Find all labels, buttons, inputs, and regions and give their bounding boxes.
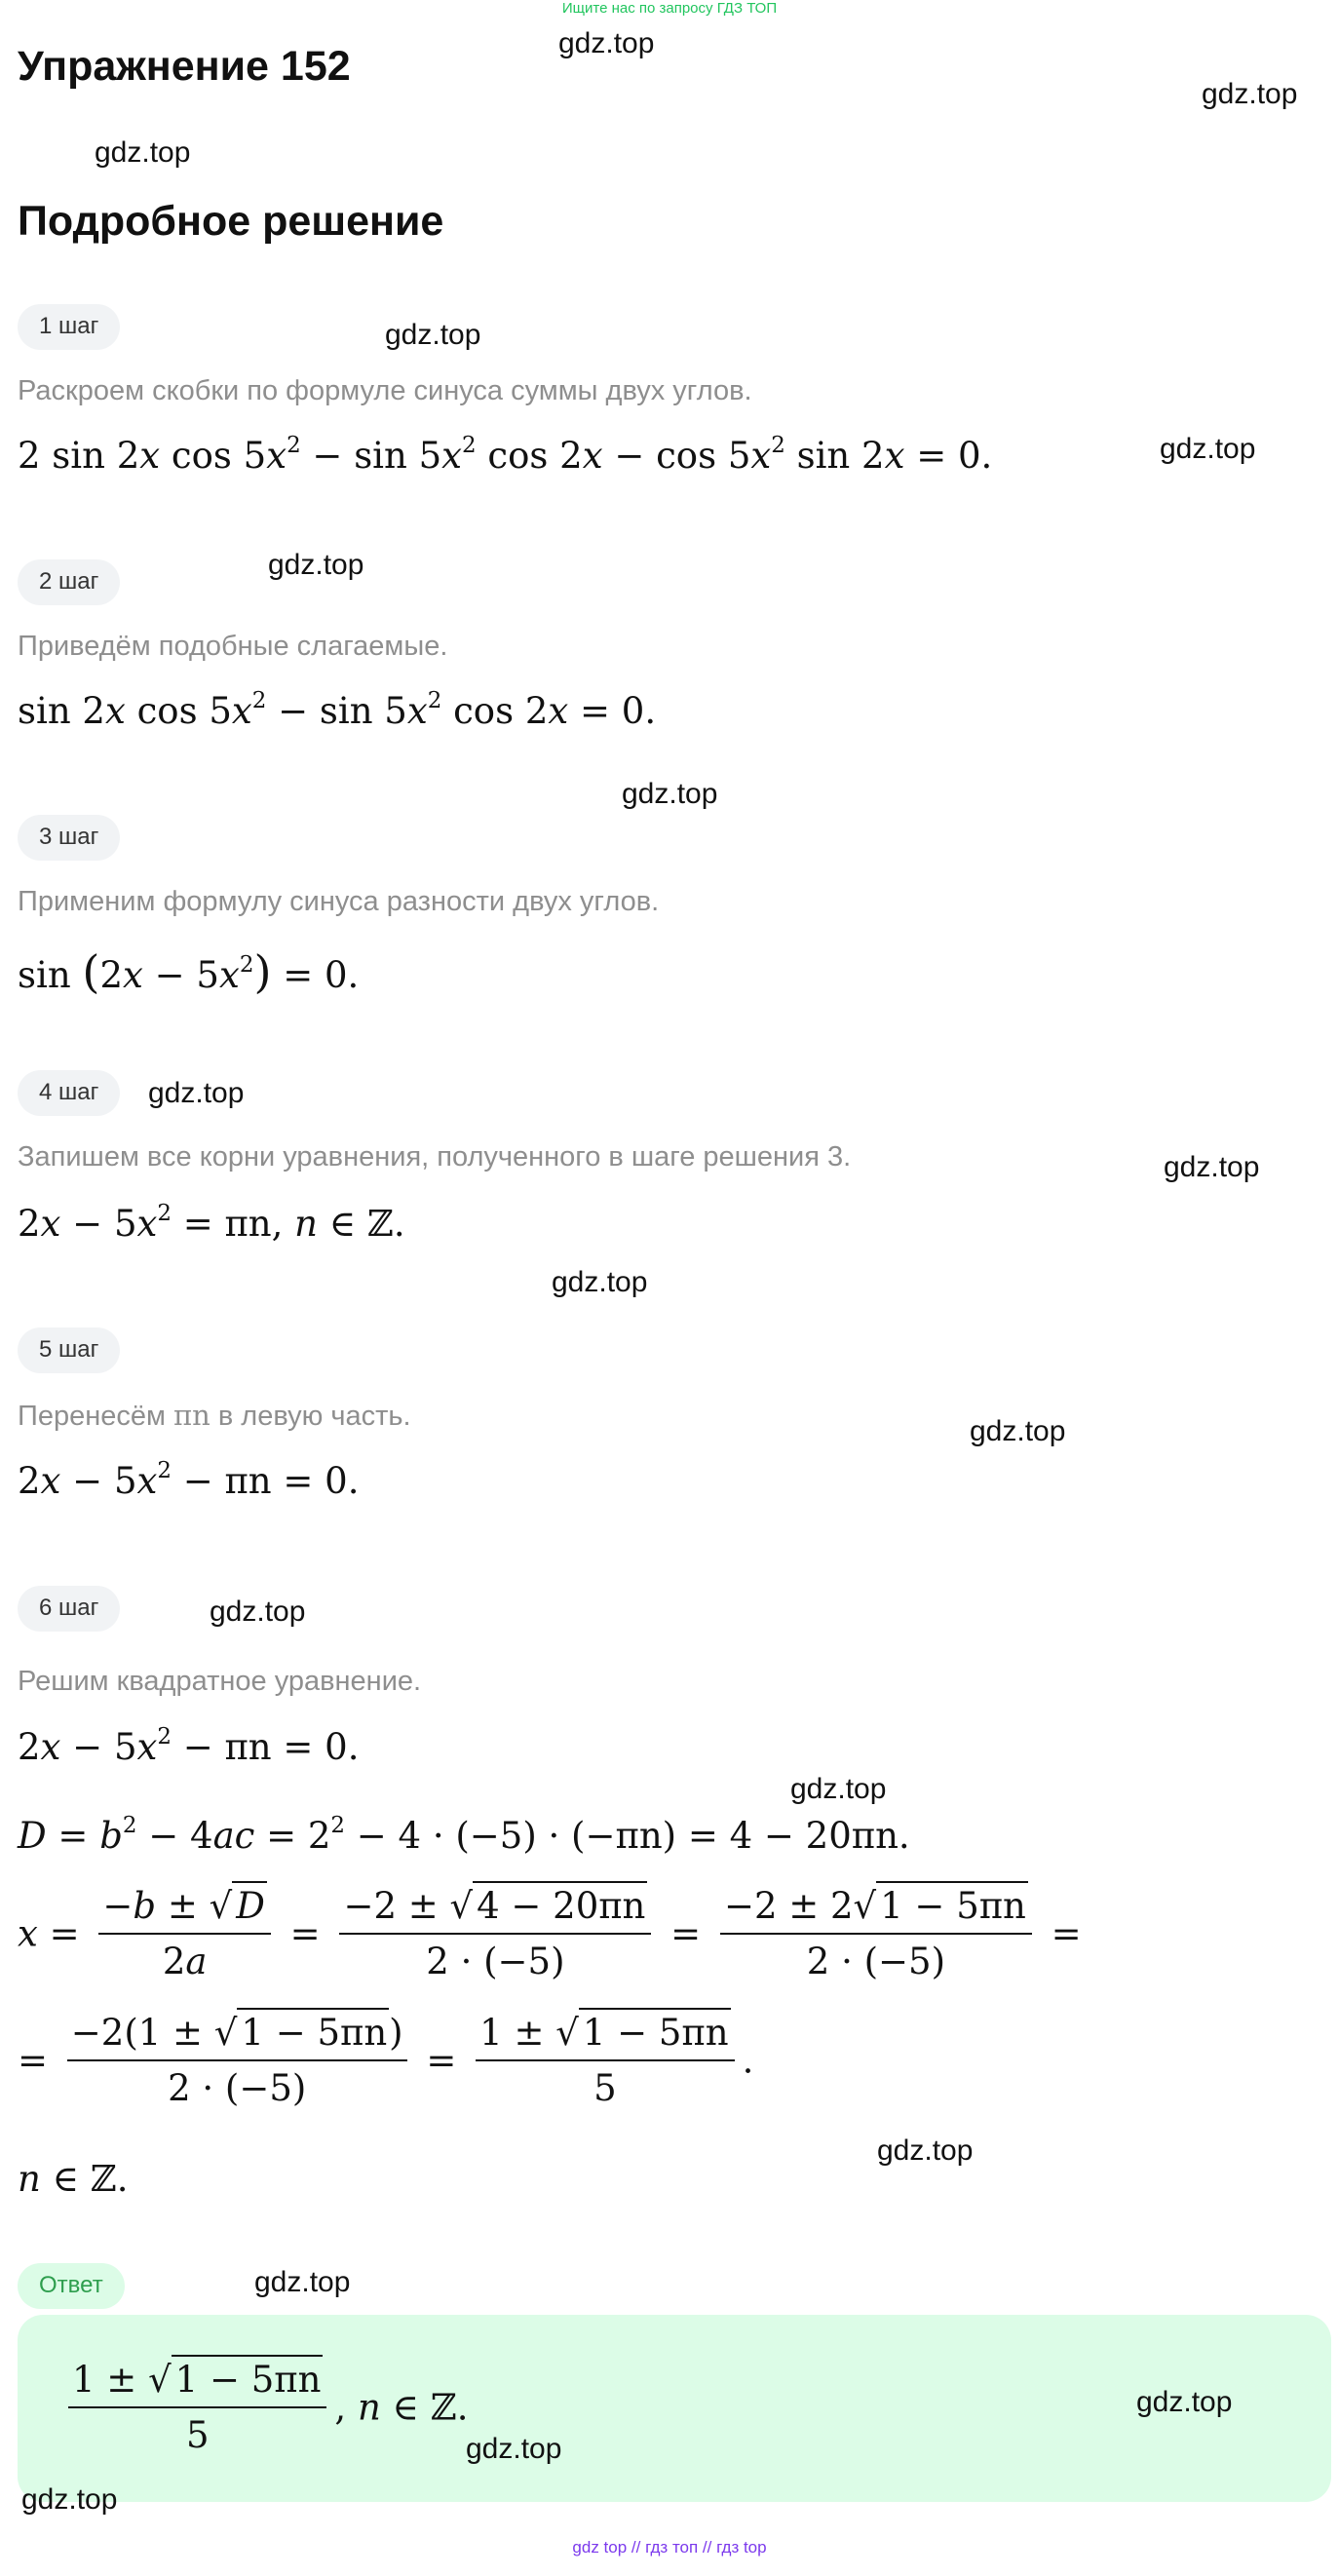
step-6-formula-2: $D = b^2 - 4ac = 2^2 - 4 \cdot (-5) \cdot (-\pi n) = 4 - 20\pi n$. xyxy=(18,1812,910,1857)
step-3-formula: $\sin (2x - 5x^2) = 0$. xyxy=(18,945,360,998)
step-5-formula: $2x - 5x^2 - \pi n = 0$. xyxy=(18,1457,360,1502)
step-6-text: Решим квадратное уравнение. xyxy=(18,1666,422,1697)
step-6-formula-1: $2x - 5x^2 - \pi n = 0$. xyxy=(18,1723,360,1768)
step-6-formula-3: x = $\frac{-b \pm √ D}{2a}$ = $\frac{-2 \pm √ 4 - 20\pi n}{2 \cdot (-5)}$ = $\frac{-2 \pm 2√ 1 - 5\pi n}{2 \cdot (-5)}$ = xyxy=(18,1885,1082,1982)
step-3-badge: 3 шаг xyxy=(18,815,120,861)
answer-formula: $\frac{1 \pm √ 1 - 5\pi n}{5}$ , n ∈ ℤ. xyxy=(60,2359,468,2456)
step-1-formula: 2 sin 2x $\cos 5x^2 - \sin 5x^2$ $\cos 2x - \cos 5x^2$ sin 2x = 0. xyxy=(18,432,993,477)
answer-badge: Ответ xyxy=(18,2263,125,2309)
step-5-text xyxy=(18,1399,411,1433)
section-title: Подробное решение xyxy=(18,198,444,245)
step-4-formula: $2x - 5x^2 = \pi n$, n ∈ ℤ. xyxy=(18,1200,405,1245)
footer-links[interactable]: gdz top // гдз топ // гдз top xyxy=(572,2538,767,2557)
watermark: gdz.top xyxy=(1164,1151,1260,1183)
watermark: gdz.top xyxy=(1160,433,1256,465)
step-1-text: Раскроем скобки по формуле синуса суммы двух углов. xyxy=(18,375,752,406)
watermark: gdz.top xyxy=(558,27,655,59)
step-4-text: Запишем все корни уравнения, полученного в шаге решения 3. xyxy=(18,1141,852,1173)
step-2-text: Приведём подобные слагаемые. xyxy=(18,631,448,662)
watermark: gdz.top xyxy=(877,2134,974,2167)
step-2-badge: 2 шаг xyxy=(18,559,120,605)
page-title: Упражнение 152 xyxy=(18,43,351,90)
step-5-text-math: πn xyxy=(173,1399,210,1432)
step-5-text-after: в левую часть. xyxy=(217,1401,411,1432)
watermark: gdz.top xyxy=(552,1266,648,1298)
watermark: gdz.top xyxy=(254,2266,351,2298)
watermark: gdz.top xyxy=(21,2483,118,2516)
watermark: gdz.top xyxy=(790,1773,887,1805)
step-6-formula-4: = $\frac{-2(1 \pm √ 1 - 5\pi n)}{2 \cdot (-5)}$ = $\frac{1 \pm √ 1 - 5\pi n}{5}$ . xyxy=(18,2012,753,2109)
watermark: gdz.top xyxy=(95,136,191,169)
watermark: gdz.top xyxy=(210,1596,306,1628)
step-1-badge: 1 шаг xyxy=(18,304,120,350)
watermark: gdz.top xyxy=(1202,78,1298,110)
step-6-formula-5: n ∈ ℤ. xyxy=(18,2158,129,2200)
watermark: gdz.top xyxy=(148,1077,245,1109)
watermark: gdz.top xyxy=(385,319,481,351)
step-5-badge: 5 шаг xyxy=(18,1327,120,1373)
watermark: gdz.top xyxy=(1136,2386,1233,2418)
top-hint: Ищите нас по запросу ГДЗ ТОП xyxy=(561,0,778,17)
step-2-formula: sin 2x $\cos 5x^2 - \sin 5x^2$ cos 2x = 0. xyxy=(18,687,657,732)
step-4-badge: 4 шаг xyxy=(18,1070,120,1116)
watermark: gdz.top xyxy=(970,1415,1066,1447)
watermark: gdz.top xyxy=(622,778,718,810)
watermark: gdz.top xyxy=(466,2433,562,2465)
step-3-text: Применим формулу синуса разности двух углов. xyxy=(18,886,660,917)
watermark: gdz.top xyxy=(268,549,364,581)
step-5-text-before: Перенесём xyxy=(18,1401,166,1432)
step-6-badge: 6 шаг xyxy=(18,1586,120,1632)
